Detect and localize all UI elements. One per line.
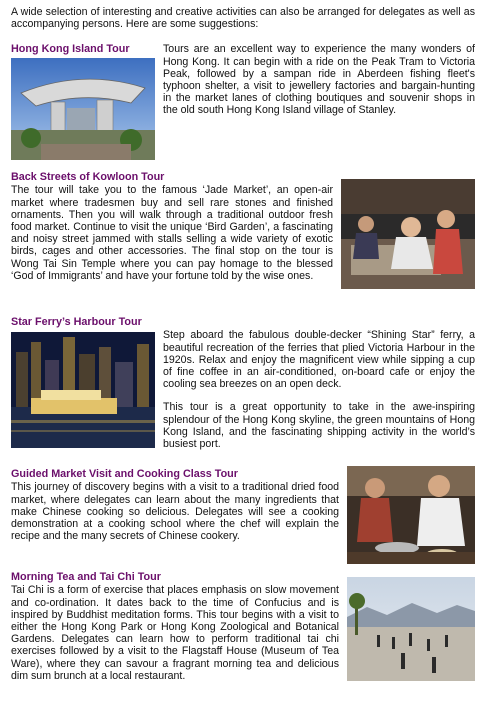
cooking-class-photo [347, 466, 475, 564]
tour-title: Guided Market Visit and Cooking Class Tour [11, 468, 238, 481]
harbour-night-photo [11, 332, 155, 448]
tour-paragraph: Tours are an excellent way to experience the many wonders of Hong Kong. It can begin with a ride on the Peak Tram to Victoria Peak, followed by a sampan ride in Aberdeen fishing fleet's typhoon shelter, a visit to jewellery factories and bargain-hunting in the market lanes of clothing boutiques and souvenir shops in the old south Hong Kong Island village of Stanley. [163, 43, 475, 117]
tour-title: Morning Tea and Tai Chi Tour [11, 571, 161, 584]
intro-paragraph: A wide selection of interesting and creative activities can also be arranged for delegates as well as accompanying persons. Here are some suggestions: [11, 6, 475, 31]
tour-market-cooking-class [11, 468, 475, 571]
tour-body [11, 184, 333, 282]
tour-body [163, 329, 475, 450]
tour-body [11, 584, 339, 682]
jade-market-photo [341, 179, 475, 289]
tai-chi-photo [347, 577, 475, 681]
tour-paragraph: Step aboard the fabulous double-decker “Shining Star” ferry, a beautiful recreation of the ferries that plied Victoria Harbour in the 1920s. Relax and enjoy the magnificent view while sipping a cup of fine coffee in an air-conditioned, on-board cafe or enjoy the cooling sea breezes on an open deck. [163, 329, 475, 391]
tours-page [11, 6, 475, 701]
tour-paragraph: This journey of discovery begins with a visit to a traditional dried food market, where delegates can learn about the many ingredients that make Chinese cooking so delicious. Delegates will see a cooking demonstration at a cooking school where the chef will explain the recipe and the many secrets of Chinese cookery. [11, 481, 339, 543]
tour-body [11, 481, 339, 542]
tour-morning-tea-tai-chi [11, 571, 475, 701]
tour-title: Star Ferry’s Harbour Tour [11, 316, 142, 329]
tour-title: Hong Kong Island Tour [11, 43, 130, 56]
tour-paragraph: Tai Chi is a form of exercise that places emphasis on slow movement and co-ordination. It dates back to the time of Confucius and is inspired by Buddhist meditation forms. This tour begins with a visit to either the Hong Kong Park or Hong Kong Zoological and Botanical Gardens. Delegates can learn how to perform traditional tai chi exercises followed by a visit to the Flagstaff House (Museum of Tea Ware), where they can savour a fragrant morning tea and delicious dim sum brunch at a local restaurant. [11, 584, 339, 682]
tour-paragraph: This tour is a great opportunity to take in the awe-inspiring splendour of the Hong Kong skyline, the green mountains of Hong Kong Island, and the fascinating shipping activity in the world’s busiest port. [163, 401, 475, 451]
tour-kowloon-back-streets [11, 171, 475, 310]
tour-body [163, 43, 475, 116]
tour-paragraph: The tour will take you to the famous ‘Jade Market’, an open-air market where tradesmen buy and sell rare stones and finished ornaments. Then you will walk through a traditional outdoor fresh food market. Continue to visit the unique ‘Bird Garden’, a fascinating and noisy street jammed with stalls selling a wide variety of exotic birds, cages and other accessories. The final stop on the tour is Wong Tai Sin Temple where you can pay homage to the blessed ‘God of Immigrants’ and have your fortune told by the wise ones. [11, 184, 333, 282]
tour-star-ferry-harbour [11, 316, 475, 462]
tour-title: Back Streets of Kowloon Tour [11, 171, 165, 184]
peak-tower-photo [11, 58, 155, 160]
tour-hong-kong-island [11, 43, 475, 168]
